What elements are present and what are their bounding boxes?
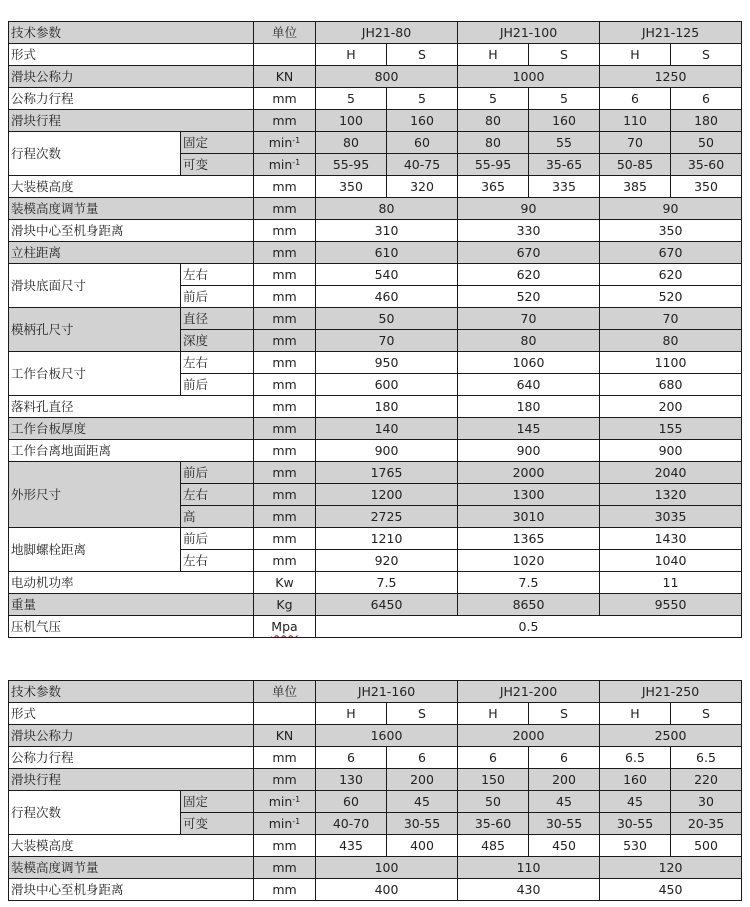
- value-cell: 155: [600, 418, 742, 440]
- value-cell: 1320: [600, 484, 742, 506]
- sub-label: 深度: [181, 330, 254, 352]
- row-label: 落料孔直径: [9, 396, 254, 418]
- outline-fb-row: [9, 462, 742, 484]
- value-cell: 70: [600, 308, 742, 330]
- value-cell: 40-70: [316, 813, 387, 835]
- unit-cell: Kg: [254, 594, 316, 616]
- value-cell: 3035: [600, 506, 742, 528]
- value-cell: 2040: [600, 462, 742, 484]
- value-cell: 50: [316, 308, 458, 330]
- value-cell: 6.5: [671, 747, 742, 769]
- row-label: 重量: [9, 594, 254, 616]
- value-cell: 160: [387, 110, 458, 132]
- unit-cell: Mpa: [254, 616, 316, 638]
- value-cell: 180: [671, 110, 742, 132]
- value-cell: 1020: [458, 550, 600, 572]
- sub-label: 前后: [181, 462, 254, 484]
- value-cell: 2000: [458, 725, 600, 747]
- value-cell: 35-65: [529, 154, 600, 176]
- value-cell: 900: [316, 440, 458, 462]
- value-cell: 430: [458, 879, 600, 901]
- value-cell: 1200: [316, 484, 458, 506]
- value-cell: 80: [458, 110, 529, 132]
- value-cell: 1210: [316, 528, 458, 550]
- unit-cell: mm: [254, 440, 316, 462]
- group-label: 地脚螺栓距离: [9, 528, 181, 572]
- value-cell: 30-55: [529, 813, 600, 835]
- value-cell: 1365: [458, 528, 600, 550]
- value-cell: 5: [316, 88, 387, 110]
- header-row: [9, 22, 742, 44]
- param-header: 技术参数: [9, 681, 254, 703]
- value-cell: 55-95: [316, 154, 387, 176]
- value-cell: 90: [600, 198, 742, 220]
- row-label: 滑块公称力: [9, 725, 254, 747]
- unit-cell: mm: [254, 857, 316, 879]
- value-cell: 180: [316, 396, 458, 418]
- value-cell: 6: [387, 747, 458, 769]
- slide-stroke-row: [9, 769, 742, 791]
- row-label: 装模高度调节量: [9, 857, 254, 879]
- value-cell: 320: [387, 176, 458, 198]
- unit-cell: mm: [254, 396, 316, 418]
- value-cell: 1765: [316, 462, 458, 484]
- value-cell: 900: [458, 440, 600, 462]
- row-label: 滑块中心至机身距离: [9, 220, 254, 242]
- die-adjust-row: [9, 857, 742, 879]
- row-label: 大装模高度: [9, 835, 254, 857]
- sub-label: 左右: [181, 264, 254, 286]
- value-cell: 70: [600, 132, 671, 154]
- value-cell: 9550: [600, 594, 742, 616]
- sub-label: 可变: [181, 154, 254, 176]
- value-cell: 2500: [600, 725, 742, 747]
- unit-cell: $\min^{-1}$: [254, 154, 316, 176]
- unit-cell: $\min^{-1}$: [254, 791, 316, 813]
- value-cell: 30: [671, 791, 742, 813]
- weight-row: [9, 594, 742, 616]
- row-label: 装模高度调节量: [9, 198, 254, 220]
- column-dist-row: [9, 242, 742, 264]
- value-cell: 1430: [600, 528, 742, 550]
- value-cell: 200: [600, 396, 742, 418]
- row-label: 形式: [9, 44, 254, 66]
- spec-table-jh21-80-125: [8, 21, 742, 638]
- value-cell: 6: [671, 88, 742, 110]
- slide-stroke-row: [9, 110, 742, 132]
- value-cell: 920: [316, 550, 458, 572]
- value-cell: 350: [316, 176, 387, 198]
- sub-label: 可变: [181, 813, 254, 835]
- value-cell: 120: [600, 857, 742, 879]
- row-label: 形式: [9, 703, 254, 725]
- value-cell: 6450: [316, 594, 458, 616]
- value-cell: 1000: [458, 66, 600, 88]
- value-cell: 35-60: [671, 154, 742, 176]
- value-cell: 50-85: [600, 154, 671, 176]
- value-cell: 8650: [458, 594, 600, 616]
- value-cell: H: [316, 44, 387, 66]
- value-cell: 6: [600, 88, 671, 110]
- value-cell: 520: [600, 286, 742, 308]
- model-header: JH21-160: [316, 681, 458, 703]
- value-cell: 60: [387, 132, 458, 154]
- value-cell: 540: [316, 264, 458, 286]
- form-row: [9, 44, 742, 66]
- value-cell: H: [600, 44, 671, 66]
- nominal-force-row: [9, 66, 742, 88]
- value-cell: 140: [316, 418, 458, 440]
- sub-label: 左右: [181, 484, 254, 506]
- nominal-stroke-row: [9, 88, 742, 110]
- unit-cell: [254, 44, 316, 66]
- value-cell: 180: [458, 396, 600, 418]
- value-cell: 520: [458, 286, 600, 308]
- nominal-stroke-row: [9, 747, 742, 769]
- value-cell: 610: [316, 242, 458, 264]
- unit-cell: mm: [254, 484, 316, 506]
- value-cell: H: [316, 703, 387, 725]
- value-cell: 3010: [458, 506, 600, 528]
- value-cell: S: [529, 44, 600, 66]
- value-cell: 40-75: [387, 154, 458, 176]
- unit-cell: mm: [254, 242, 316, 264]
- strokes-fixed-row: [9, 132, 742, 154]
- unit-cell: KN: [254, 725, 316, 747]
- value-cell: H: [458, 44, 529, 66]
- group-label: 工作台板尺寸: [9, 352, 181, 396]
- unit-cell: mm: [254, 88, 316, 110]
- strokes-fixed-row: [9, 791, 742, 813]
- group-label: 行程次数: [9, 791, 181, 835]
- sub-label: 高: [181, 506, 254, 528]
- unit-cell: mm: [254, 747, 316, 769]
- model-header: JH21-80: [316, 22, 458, 44]
- header-row: [9, 681, 742, 703]
- param-header: 技术参数: [9, 22, 254, 44]
- row-label: 滑块中心至机身距离: [9, 879, 254, 901]
- value-cell: 2000: [458, 462, 600, 484]
- row-label: 滑块行程: [9, 769, 254, 791]
- bolster-thick-row: [9, 418, 742, 440]
- value-cell: 400: [387, 835, 458, 857]
- value-cell: 55-95: [458, 154, 529, 176]
- value-cell: 80: [458, 132, 529, 154]
- group-label: 外形尺寸: [9, 462, 181, 528]
- unit-cell: mm: [254, 176, 316, 198]
- nominal-force-row: [9, 725, 742, 747]
- sub-label: 固定: [181, 132, 254, 154]
- unit-cell: mm: [254, 286, 316, 308]
- value-cell: 6: [458, 747, 529, 769]
- row-label: 电动机功率: [9, 572, 254, 594]
- value-cell: 485: [458, 835, 529, 857]
- unit-cell: mm: [254, 528, 316, 550]
- unit-cell: $\min^{-1}$: [254, 132, 316, 154]
- value-cell: 100: [316, 857, 458, 879]
- bolster-lr-row: [9, 352, 742, 374]
- value-cell: 1250: [600, 66, 742, 88]
- value-cell: 100: [316, 110, 387, 132]
- unit-cell: Kw: [254, 572, 316, 594]
- value-cell: 330: [458, 220, 600, 242]
- spec-table-jh21-160-250: [8, 680, 742, 901]
- row-label: 公称力行程: [9, 88, 254, 110]
- value-cell: 500: [671, 835, 742, 857]
- unit-cell: mm: [254, 879, 316, 901]
- unit-cell: mm: [254, 462, 316, 484]
- value-cell: 0.5: [316, 616, 742, 638]
- row-label: 立柱距离: [9, 242, 254, 264]
- value-cell: 5: [529, 88, 600, 110]
- sub-label: 固定: [181, 791, 254, 813]
- value-cell: 70: [316, 330, 458, 352]
- value-cell: 900: [600, 440, 742, 462]
- value-cell: 6.5: [600, 747, 671, 769]
- air-pressure-row: [9, 616, 742, 638]
- table-height-row: [9, 440, 742, 462]
- anchor-fb-row: [9, 528, 742, 550]
- value-cell: 400: [316, 879, 458, 901]
- sub-label: 前后: [181, 528, 254, 550]
- value-cell: 45: [529, 791, 600, 813]
- throat-row: [9, 220, 742, 242]
- value-cell: 950: [316, 352, 458, 374]
- value-cell: 435: [316, 835, 387, 857]
- value-cell: 1600: [316, 725, 458, 747]
- row-label: 公称力行程: [9, 747, 254, 769]
- form-row: [9, 703, 742, 725]
- value-cell: 640: [458, 374, 600, 396]
- value-cell: 350: [671, 176, 742, 198]
- unit-cell: mm: [254, 198, 316, 220]
- value-cell: 160: [600, 769, 671, 791]
- value-cell: 620: [600, 264, 742, 286]
- value-cell: S: [671, 703, 742, 725]
- value-cell: 2725: [316, 506, 458, 528]
- value-cell: 6: [316, 747, 387, 769]
- unit-cell: KN: [254, 66, 316, 88]
- sub-label: 前后: [181, 374, 254, 396]
- unit-cell: $\min^{-1}$: [254, 813, 316, 835]
- value-cell: H: [458, 703, 529, 725]
- value-cell: 800: [316, 66, 458, 88]
- value-cell: 5: [458, 88, 529, 110]
- value-cell: 220: [671, 769, 742, 791]
- sub-label: 直径: [181, 308, 254, 330]
- group-label: 行程次数: [9, 132, 181, 176]
- value-cell: 160: [529, 110, 600, 132]
- value-cell: 55: [529, 132, 600, 154]
- unit-cell: mm: [254, 220, 316, 242]
- value-cell: 1100: [600, 352, 742, 374]
- value-cell: S: [387, 703, 458, 725]
- value-cell: 680: [600, 374, 742, 396]
- sub-label: 左右: [181, 352, 254, 374]
- group-label: 模柄孔尺寸: [9, 308, 181, 352]
- value-cell: H: [600, 703, 671, 725]
- value-cell: 460: [316, 286, 458, 308]
- value-cell: 130: [316, 769, 387, 791]
- max-die-height-row: [9, 835, 742, 857]
- value-cell: 350: [600, 220, 742, 242]
- value-cell: 620: [458, 264, 600, 286]
- value-cell: 335: [529, 176, 600, 198]
- value-cell: 20-35: [671, 813, 742, 835]
- group-label: 滑块底面尺寸: [9, 264, 181, 308]
- value-cell: S: [387, 44, 458, 66]
- unit-cell: mm: [254, 769, 316, 791]
- value-cell: 90: [458, 198, 600, 220]
- value-cell: 1300: [458, 484, 600, 506]
- unit-cell: mm: [254, 374, 316, 396]
- value-cell: 6: [529, 747, 600, 769]
- value-cell: 50: [671, 132, 742, 154]
- die-adjust-row: [9, 198, 742, 220]
- max-die-height-row: [9, 176, 742, 198]
- value-cell: 80: [316, 132, 387, 154]
- sub-label: 前后: [181, 286, 254, 308]
- value-cell: 530: [600, 835, 671, 857]
- value-cell: 45: [387, 791, 458, 813]
- row-label: 工作台板厚度: [9, 418, 254, 440]
- unit-cell: [254, 703, 316, 725]
- value-cell: 35-60: [458, 813, 529, 835]
- value-cell: 110: [458, 857, 600, 879]
- value-cell: 11: [600, 572, 742, 594]
- value-cell: 365: [458, 176, 529, 198]
- row-label: 滑块公称力: [9, 66, 254, 88]
- value-cell: 30-55: [600, 813, 671, 835]
- slide-bottom-lr-row: [9, 264, 742, 286]
- value-cell: 670: [600, 242, 742, 264]
- row-label: 大装模高度: [9, 176, 254, 198]
- value-cell: 70: [458, 308, 600, 330]
- unit-header: 单位: [254, 22, 316, 44]
- unit-cell: mm: [254, 550, 316, 572]
- unit-cell: mm: [254, 308, 316, 330]
- value-cell: 80: [600, 330, 742, 352]
- value-cell: 1060: [458, 352, 600, 374]
- value-cell: 5: [387, 88, 458, 110]
- value-cell: S: [529, 703, 600, 725]
- value-cell: S: [671, 44, 742, 66]
- value-cell: 7.5: [316, 572, 458, 594]
- model-header: JH21-200: [458, 681, 600, 703]
- value-cell: 145: [458, 418, 600, 440]
- unit-cell: mm: [254, 418, 316, 440]
- sub-label: 左右: [181, 550, 254, 572]
- unit-cell: mm: [254, 264, 316, 286]
- value-cell: 50: [458, 791, 529, 813]
- unit-cell: mm: [254, 330, 316, 352]
- model-header: JH21-250: [600, 681, 742, 703]
- throat-row: [9, 879, 742, 901]
- value-cell: 385: [600, 176, 671, 198]
- model-header: JH21-125: [600, 22, 742, 44]
- shank-hole-dia-row: [9, 308, 742, 330]
- model-header: JH21-100: [458, 22, 600, 44]
- value-cell: 1040: [600, 550, 742, 572]
- unit-cell: mm: [254, 835, 316, 857]
- row-label: 压机气压: [9, 616, 254, 638]
- unit-cell: mm: [254, 506, 316, 528]
- row-label: 工作台离地面距离: [9, 440, 254, 462]
- motor-row: [9, 572, 742, 594]
- value-cell: 45: [600, 791, 671, 813]
- value-cell: 670: [458, 242, 600, 264]
- value-cell: 200: [387, 769, 458, 791]
- unit-cell: mm: [254, 352, 316, 374]
- value-cell: 7.5: [458, 572, 600, 594]
- value-cell: 310: [316, 220, 458, 242]
- value-cell: 600: [316, 374, 458, 396]
- unit-header: 单位: [254, 681, 316, 703]
- value-cell: 110: [600, 110, 671, 132]
- unit-cell: mm: [254, 110, 316, 132]
- value-cell: 450: [600, 879, 742, 901]
- value-cell: 80: [316, 198, 458, 220]
- value-cell: 60: [316, 791, 387, 813]
- value-cell: 450: [529, 835, 600, 857]
- row-label: 滑块行程: [9, 110, 254, 132]
- value-cell: 30-55: [387, 813, 458, 835]
- value-cell: 200: [529, 769, 600, 791]
- value-cell: 80: [458, 330, 600, 352]
- drop-hole-row: [9, 396, 742, 418]
- value-cell: 150: [458, 769, 529, 791]
